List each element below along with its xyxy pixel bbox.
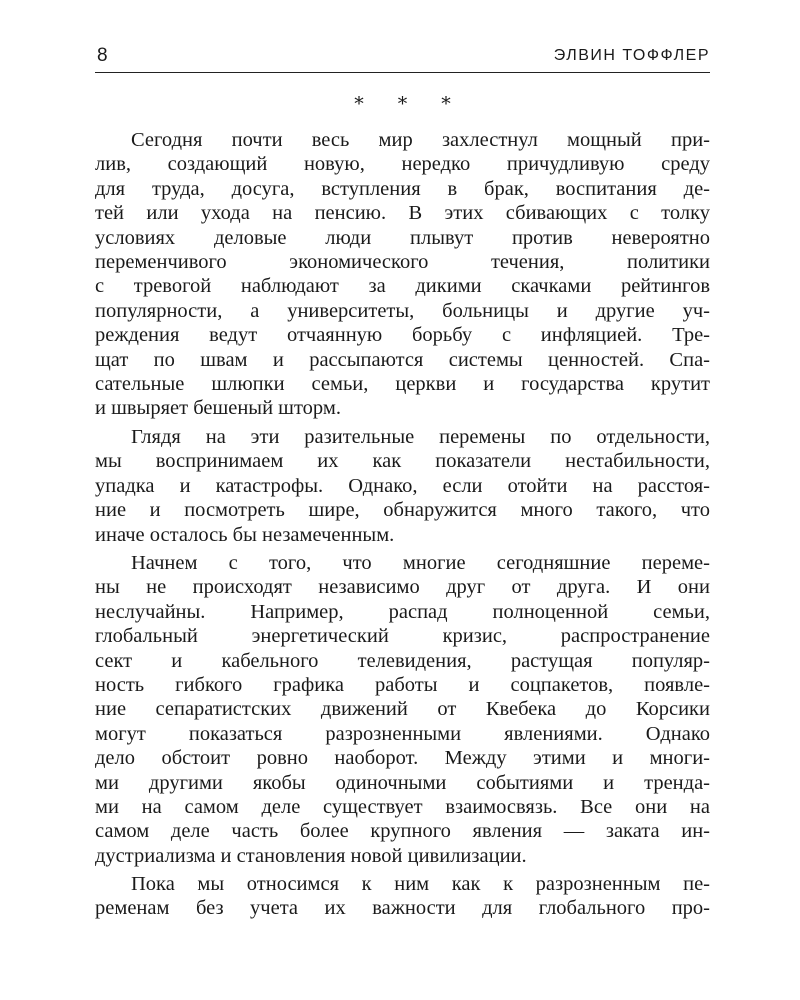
text-line: для труда, досуга, вступления в брак, воспитания де-: [95, 177, 710, 200]
text-line: ми другими якобы одиночными событиями и тренда-: [95, 771, 710, 794]
text-line: Глядя на эти разительные перемены по отдельности,: [131, 426, 710, 448]
text-line: Сегодня почти весь мир захлестнул мощный при-: [131, 129, 710, 151]
text-line: самом деле часть более крупного явления — заката ин-: [95, 820, 710, 843]
text-line: ми на самом деле существует взаимосвязь. Все они на: [95, 796, 710, 818]
page-header: [95, 44, 710, 73]
text-line: условиях деловые люди плывут против невероятно: [95, 226, 710, 249]
text-line: иначе осталось бы незамеченным.: [95, 523, 395, 546]
text-line: тей или ухода на пенсию. В этих сбивающих с толку: [95, 202, 710, 225]
text-line: сект и кабельного телевидения, растущая популяр-: [95, 649, 710, 672]
text-line: и швыряет бешеный шторм.: [95, 397, 341, 420]
text-line: мы воспринимаем их как показатели нестабильности,: [95, 450, 710, 473]
text-line: щат по швам и рассыпаются системы ценностей. Спа-: [95, 348, 710, 371]
text-line: Пока мы относимся к ним как к разрозненным пе-: [131, 873, 710, 895]
text-line: Начнем с того, что многие сегодняшние переме-: [131, 552, 710, 574]
text-line: ние сепаратистских движений от Квебека до Корсики: [95, 698, 710, 721]
text-line: сательные шлюпки семьи, церкви и государства крутит: [95, 373, 710, 395]
text-line: могут показаться разрозненными явлениями. Однако: [95, 722, 710, 745]
section-separator: * * *: [354, 93, 465, 115]
page-number: 8: [97, 45, 109, 66]
text-line: переменчивого экономического течения, политики: [95, 251, 710, 273]
text-line: ны не происходят независимо друг от друга. И они: [95, 576, 710, 599]
text-line: дустриализма и становления новой цивилизации.: [95, 844, 527, 867]
running-head-author: ЭЛВИН ТОФФЛЕР: [553, 47, 710, 64]
text-line: глобальный энергетический кризис, распространение: [95, 625, 710, 648]
text-line: реждения ведут отчаянную борьбу с инфляцией. Тре-: [95, 324, 710, 347]
text-line: дело обстоит ровно наоборот. Между этими и многи-: [95, 747, 710, 770]
text-line: лив, создающий новую, нередко причудливую среду: [95, 153, 710, 176]
text-line: упадка и катастрофы. Однако, если отойти на расстоя-: [95, 474, 710, 497]
text-line: ние и посмотреть шире, обнаружится много такого, что: [95, 499, 710, 522]
text-line: популярности, а университеты, больницы и другие уч-: [95, 299, 710, 322]
text-line: ременам без учета их важности для глобального про-: [95, 897, 710, 920]
text-line: ность гибкого графика работы и соцпакетов, появле-: [95, 674, 710, 696]
text-line: с тревогой наблюдают за дикими скачками рейтингов: [95, 275, 710, 298]
text-line: неслучайны. Например, распад полноценной семьи,: [95, 600, 710, 623]
